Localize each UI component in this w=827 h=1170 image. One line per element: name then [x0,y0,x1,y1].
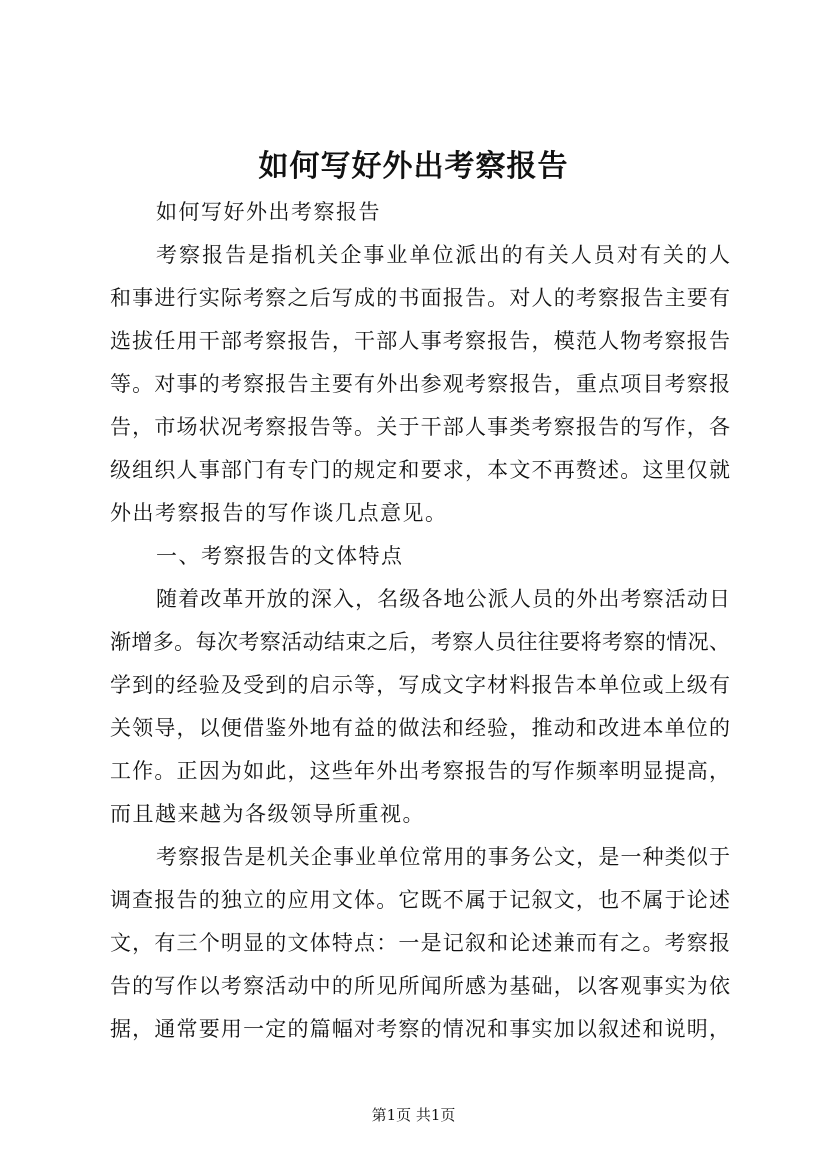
paragraph-line: 关领导，以便借鉴外地有益的做法和经验，推动和改进本单位的 [110,716,730,740]
page-footer: 第1页 共1页 [371,1106,456,1124]
paragraph-line: 外出考察报告的写作谈几点意见。 [110,501,448,525]
paragraph-line: 文，有三个明显的文体特点：一是记叙和论述兼而有之。考察报 [110,931,730,955]
paragraph-line: 渐增多。每次考察活动结束之后，考察人员往往要将考察的情况、 [110,630,730,654]
paragraph-line: 告的写作以考察活动中的所见所闻所感为基础，以客观事实为依 [110,974,730,998]
paragraph-line: 选拔任用干部考察报告，干部人事考察报告，模范人物考察报告 [110,329,730,353]
paragraph-line: 学到的经验及受到的启示等，写成文字材料报告本单位或上级有 [110,673,730,697]
subtitle-line: 如何写好外出考察报告 [156,200,381,224]
paragraph-line: 调查报告的独立的应用文体。它既不属于记叙文，也不属于论述 [110,888,730,912]
paragraph-line: 考察报告是指机关企事业单位派出的有关人员对有关的人 [156,243,730,267]
paragraph-line: 而且越来越为各级领导所重视。 [110,802,425,826]
paragraph-line: 级组织人事部门有专门的规定和要求，本文不再赘述。这里仅就 [110,458,730,482]
paragraph-line: 考察报告是机关企事业单位常用的事务公文，是一种类似于 [156,845,730,869]
paragraph-line: 据，通常要用一定的篇幅对考察的情况和事实加以叙述和说明， [110,1017,730,1041]
paragraph-line: 随着改革开放的深入，名级各地公派人员的外出考察活动日 [156,587,730,611]
paragraph-line: 等。对事的考察报告主要有外出参观考察报告，重点项目考察报 [110,372,730,396]
paragraph-line: 告，市场状况考察报告等。关于干部人事类考察报告的写作，各 [110,415,730,439]
section-heading: 一、考察报告的文体特点 [156,544,404,568]
paragraph-line: 工作。正因为如此，这些年外出考察报告的写作频率明显提高， [110,759,730,783]
document-title: 如何写好外出考察报告 [258,149,569,184]
paragraph-line: 和事进行实际考察之后写成的书面报告。对人的考察报告主要有 [110,286,730,310]
